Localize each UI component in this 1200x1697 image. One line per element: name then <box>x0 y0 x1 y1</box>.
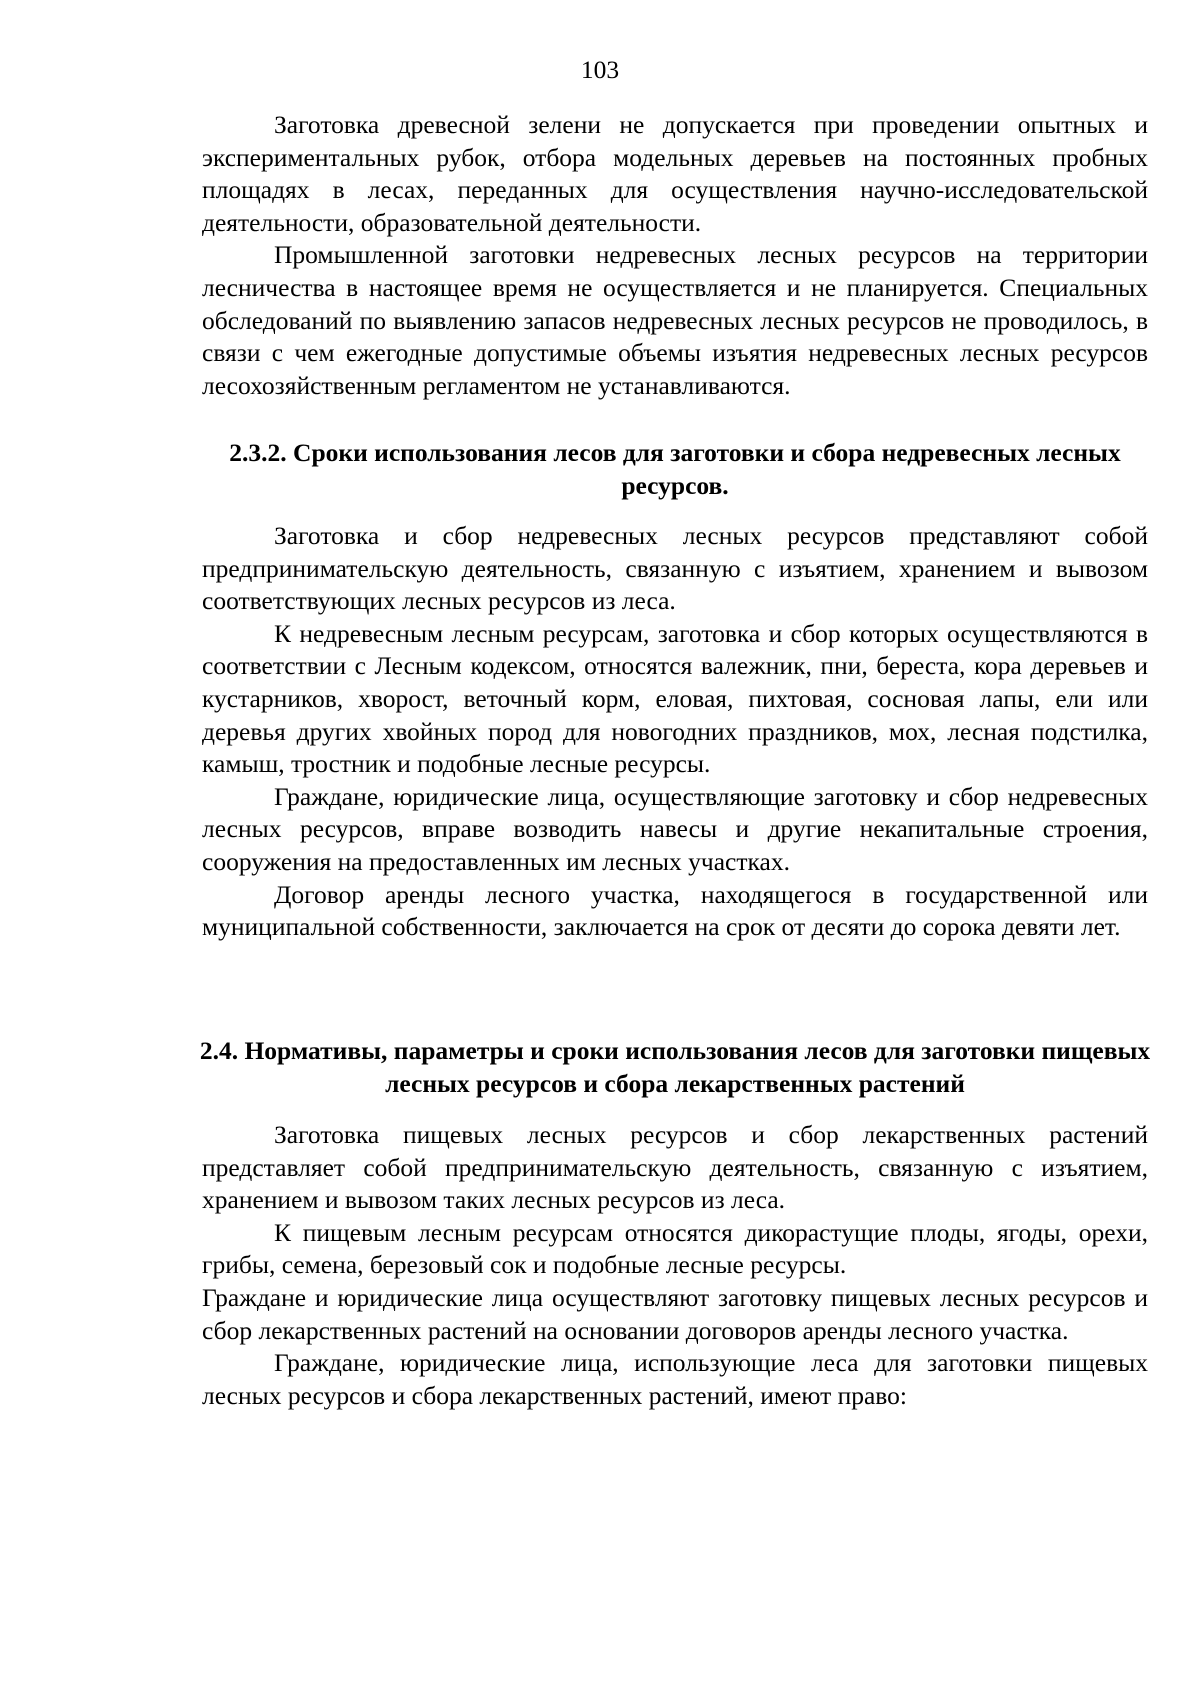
paragraph-lease-term: Договор аренды лесного участка, находящегося в государственной или муниципальной собственности, заключается на срок от десяти до сорока девяти лет. <box>202 879 1148 942</box>
paragraph-rights-intro: Граждане, юридические лица, использующие леса для заготовки пищевых лесных ресурсов и сбора лекарственных растений, имеют право: <box>202 1348 1148 1410</box>
paragraph-non-wood-resources-list: К недревесным лесным ресурсам, заготовка и сбор которых осуществляются в соответствии с Лесным кодексом, относятся валежник, пни, береста, кора деревьев и кустарников, хворост, веточный корм, еловая, пихтовая, сосновая лапы, ели или деревья других хвойных пород для новогодних праздников, мох, лесная подстилка, камыш, тростник и подобные лесные ресурсы. <box>202 618 1148 779</box>
paragraph-wood-greenery: Заготовка древесной зелени не допускается при проведении опытных и экспериментальных рубок, отбора модельных деревьев на постоянных пробных площадях в лесах, переданных для осуществления научно-исследовательской деятельности, образовательной деятельности. <box>202 110 1148 237</box>
intro-text-block <box>202 109 1148 402</box>
paragraph-food-resources-definition: Заготовка пищевых лесных ресурсов и сбор лекарственных растений представляет собой предпринимательскую деятельность, связанную с изъятием, хранением и вывозом таких лесных ресурсов из леса. <box>202 1120 1148 1215</box>
section-2-4-text-block <box>202 1119 1148 1412</box>
paragraph-industrial-harvesting: Промышленной заготовки недревесных лесных ресурсов на территории лесничества в настоящее время не осуществляется и не планируется. Специальных обследований по выявлению запасов недревесных лесных ресурсов не проводилось, в связи с чем ежегодные допустимые объемы изъятия недревесных лесных ресурсов лесохозяйственным регламентом не устанавливаются. <box>202 240 1148 400</box>
section-heading-2-3-2: 2.3.2. Сроки использования лесов для заготовки и сбора недревесных лесных ресурсов. <box>229 438 1121 500</box>
paragraph-food-resources-list: К пищевым лесным ресурсам относятся дикорастущие плоды, ягоды, орехи, грибы, семена, березовый сок и подобные лесные ресурсы. <box>202 1217 1148 1280</box>
section-heading-2-4: 2.4. Нормативы, параметры и сроки использования лесов для заготовки пищевых лесных ресурсов и сбора лекарственных растений <box>199 1036 1151 1098</box>
page-number: 103 <box>580 55 620 84</box>
paragraph-lease-basis: Граждане и юридические лица осуществляют заготовку пищевых лесных ресурсов и сбор лекарственных растений на основании договоров аренды лесного участка. <box>202 1282 1148 1345</box>
paragraph-harvesting-definition: Заготовка и сбор недревесных лесных ресурсов представляют собой предпринимательскую деятельность, связанную с изъятием, хранением и вывозом соответствующих лесных ресурсов из леса. <box>202 521 1148 616</box>
section-2-3-2-text-block <box>202 520 1148 944</box>
paragraph-structures-right: Граждане, юридические лица, осуществляющие заготовку и сбор недревесных лесных ресурсов, вправе возводить навесы и другие некапитальные строения, сооружения на предоставленных им лесных участках. <box>202 781 1148 876</box>
